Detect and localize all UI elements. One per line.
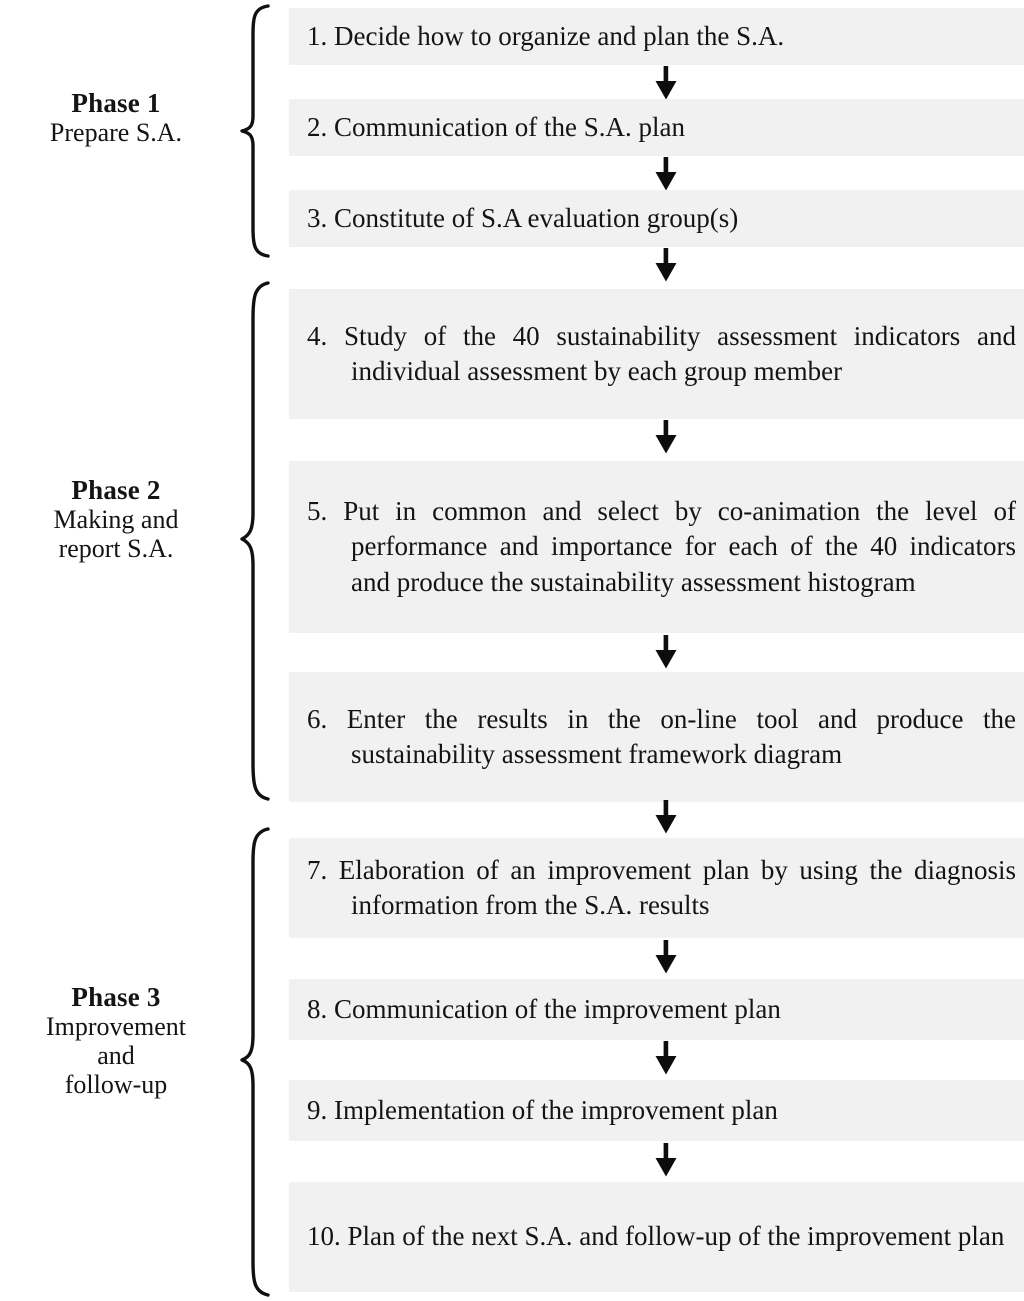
phase-3-subtitle-line-1: Improvement <box>45 1012 187 1042</box>
phase-3-subtitle-line-3: follow-up <box>64 1070 168 1100</box>
down-arrow-icon-6 <box>651 800 681 834</box>
phase-3-label <box>0 982 232 1100</box>
step-text-4: 4. Study of the 40 sustainability assessment indicators and individual assessment by each group member <box>307 320 1016 386</box>
down-arrow-icon-8 <box>651 1041 681 1075</box>
phase-2-subtitle-line-1: Making and <box>53 505 179 535</box>
step-text-10: 10. Plan of the next S.A. and follow-up of the improvement plan <box>307 1221 1005 1252</box>
down-arrow-icon-9 <box>651 1143 681 1177</box>
step-text-8: 8. Communication of the improvement plan <box>307 993 781 1024</box>
step-text-1: 1. Decide how to organize and plan the S.A. <box>307 20 785 51</box>
phase-3-subtitle-line-2: and <box>97 1041 135 1071</box>
step-box-1[interactable] <box>289 8 1024 65</box>
down-arrow-icon-5 <box>651 635 681 669</box>
step-box-2[interactable] <box>289 99 1024 156</box>
phase-2-subtitle-line-2: report S.A. <box>58 534 174 564</box>
step-box-4[interactable] <box>289 289 1024 419</box>
phase-1-label <box>0 88 232 147</box>
phase-2-label <box>0 475 232 563</box>
step-text-7: 7. Elaboration of an improvement plan by using the diagnosis information from the S.A. results <box>307 854 1016 920</box>
phase-3-brace <box>238 827 278 1297</box>
step-box-7[interactable] <box>289 838 1024 938</box>
step-box-10[interactable] <box>289 1182 1024 1292</box>
phase-2-title: Phase 2 <box>71 475 161 505</box>
step-text-3: 3. Constitute of S.A evaluation group(s) <box>307 202 739 233</box>
step-box-5[interactable] <box>289 461 1024 633</box>
step-text-6: 6. Enter the results in the on-line tool and produce the sustainability assessment framework diagram <box>307 703 1016 769</box>
step-box-9[interactable] <box>289 1080 1024 1141</box>
down-arrow-icon-4 <box>651 420 681 454</box>
phase-1-title: Phase 1 <box>71 88 161 118</box>
down-arrow-icon-7 <box>651 940 681 974</box>
step-box-8[interactable] <box>289 979 1024 1040</box>
down-arrow-icon-3 <box>651 248 681 282</box>
phase-1-subtitle: Prepare S.A. <box>49 118 183 148</box>
step-box-6[interactable] <box>289 672 1024 802</box>
down-arrow-icon-1 <box>651 66 681 100</box>
step-box-3[interactable] <box>289 190 1024 247</box>
step-text-2: 2. Communication of the S.A. plan <box>307 111 685 142</box>
step-text-9: 9. Implementation of the improvement plan <box>307 1094 778 1125</box>
down-arrow-icon-2 <box>651 157 681 191</box>
phase-3-title: Phase 3 <box>71 982 161 1012</box>
phase-2-brace <box>238 281 278 801</box>
phase-1-brace <box>238 4 278 258</box>
step-text-5: 5. Put in common and select by co-animation the level of performance and importance for each of the 40 indicators and produce the sustainability assessment histogram <box>307 496 1016 597</box>
